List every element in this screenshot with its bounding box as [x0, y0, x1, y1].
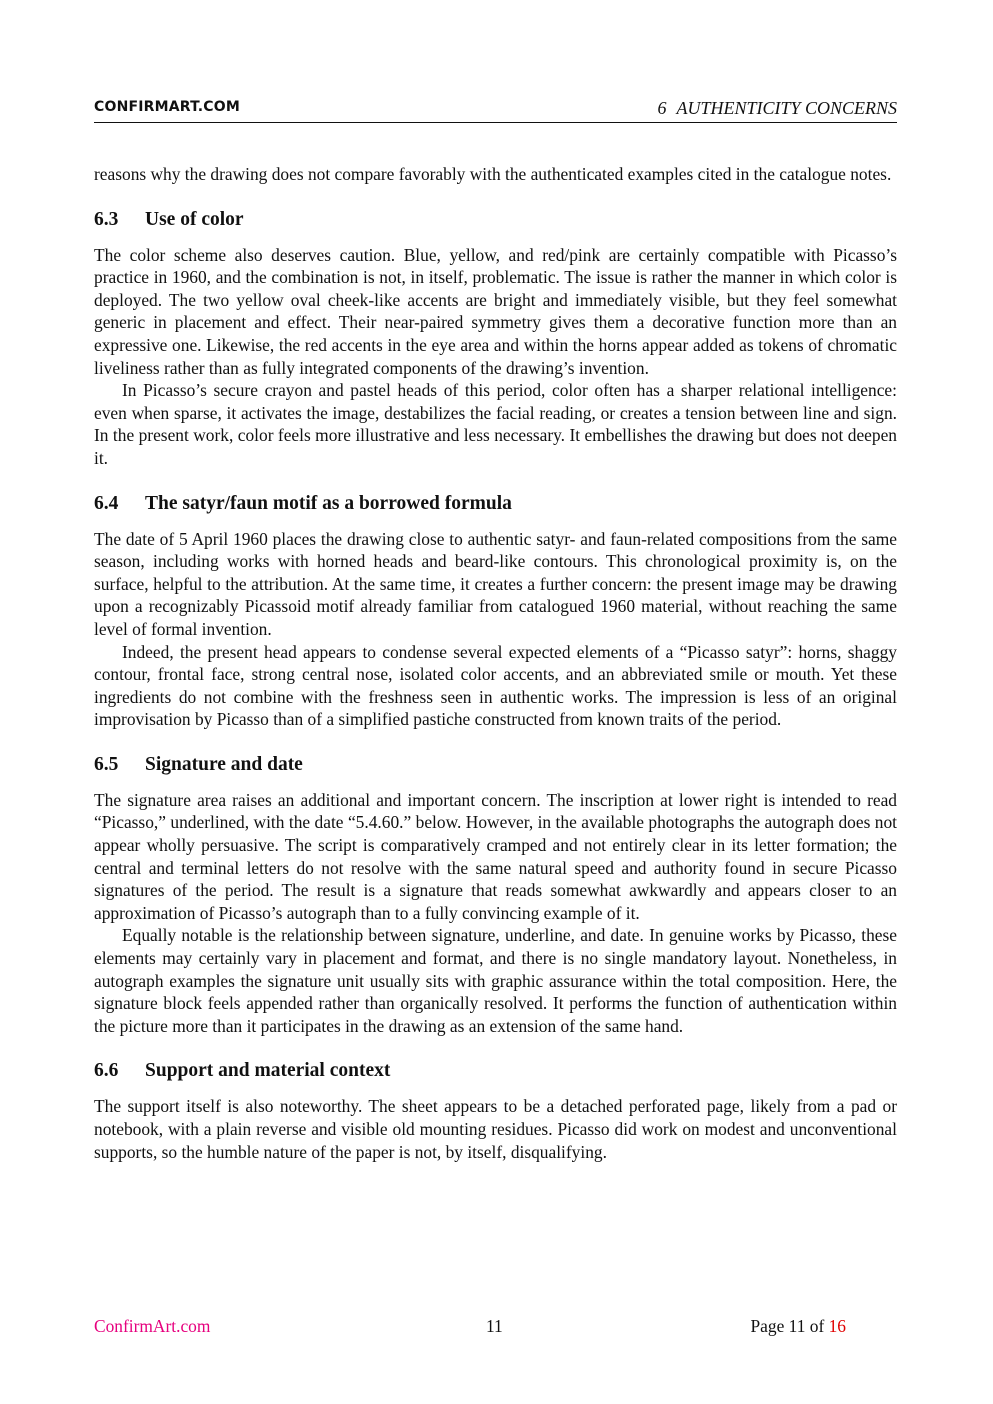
footer-page-count — [751, 1316, 846, 1337]
header-section-number: 6 — [657, 98, 667, 118]
paragraph: Equally notable is the relationship between signature, underline, and date. In genuine works by Picasso, these elements may certainly vary in placement and format, and there is no single mandatory layout. Nonetheless, in autograph examples the signature unit usually sits with graphic assurance within the total composition. Here, the signature block feels appended rather than organically resolved. It performs the function of authentication within the picture more than it participates in the drawing as an extension of the same hand. — [94, 925, 897, 1036]
page-header — [94, 96, 897, 123]
section-number: 6.3 — [94, 208, 119, 230]
section-number: 6.4 — [94, 492, 119, 514]
section-title: The satyr/faun motif as a borrowed formula — [145, 492, 512, 514]
footer-total-pages-link[interactable]: 16 — [828, 1316, 846, 1336]
section-heading-6-5 — [94, 753, 897, 777]
section-number: 6.6 — [94, 1060, 119, 1082]
section-title: Use of color — [145, 208, 244, 230]
section-title: Signature and date — [145, 753, 303, 775]
section-heading-6-3 — [94, 208, 897, 232]
paragraph: Indeed, the present head appears to condense several expected elements of a “Picasso satyr”: horns, shaggy contour, frontal face, strong central nose, isolated color accents, and an abbreviated smile or mouth. Yet these ingredients do not combine with the freshness seen in authentic works. The impression is less of an original improvisation by Picasso than of a simplified pastiche constructed from known traits of the period. — [94, 641, 897, 730]
header-section-label — [657, 98, 897, 119]
section-title: Support and material context — [145, 1060, 391, 1082]
footer-site-link[interactable]: ConfirmArt.com — [94, 1316, 211, 1336]
footer-page-number: 11 — [486, 1316, 503, 1336]
paragraph: The color scheme also deserves caution. Blue, yellow, and red/pink are certainly compatible with Picasso’s practice in 1960, and the combination is not, in itself, problematic. The issue is rather the manner in which color is deployed. The two yellow oval cheek-like accents are bright and immediately visible, but they feel somewhat generic in placement and effect. Their near-paired symmetry gives them a decorative function more than an expressive one. Likewise, the red accents in the eye area and within the horns appear added as tokens of chromatic liveliness rather than as fully integrated components of the drawing’s invention. — [94, 244, 897, 378]
header-section-title: AUTHENTICITY CONCERNS — [676, 98, 897, 118]
paragraph: The signature area raises an additional and important concern. The inscription at lower right is intended to read “Picasso,” underlined, with the date “5.4.60.” below. However, in the available photographs the autograph does not appear wholly persuasive. The script is comparatively cramped and not entirely clear in its letter formation; the central and terminal letters do not resolve with the same natural speed and authority found in secure Picasso signatures of the period. The result is a signature that reads somewhat awkwardly and appears closer to an approximation of Picasso’s autograph than to a fully convincing example of it. — [94, 789, 897, 923]
document-body — [94, 163, 897, 1163]
paragraph: The support itself is also noteworthy. The sheet appears to be a detached perforated page, likely from a pad or notebook, with a plain reverse and visible old mounting residues. Picasso did work on modest and unconventional supports, so the humble nature of the paper is not, by itself, disqualifying. — [94, 1096, 897, 1162]
footer-page-prefix: Page 11 of — [750, 1316, 825, 1336]
header-logo: CONFIRMART.COM — [94, 99, 241, 115]
paragraph: In Picasso’s secure crayon and pastel heads of this period, color often has a sharper relational intelligence: even when sparse, it activates the image, destabilizes the facial reading, or creates a tension between line and sign. In the present work, color feels more illustrative and less necessary. It embellishes the drawing but does not deepen it. — [94, 380, 897, 468]
paragraph: The date of 5 April 1960 places the drawing close to authentic satyr- and faun-related compositions from the same season, including works with horned heads and beard-like contours. This chronological proximity is, on the surface, helpful to the attribution. At the same time, it creates a further concern: the present image may be drawing upon a recognizably Picassoid motif already familiar from catalogued 1960 material, without reaching the same level of formal invention. — [94, 528, 897, 639]
section-heading-6-6 — [94, 1059, 897, 1083]
section-heading-6-4 — [94, 492, 897, 516]
page-footer — [94, 1316, 897, 1338]
section-number: 6.5 — [94, 753, 119, 775]
intro-paragraph: reasons why the drawing does not compare favorably with the authenticated examples cited in the catalogue notes. — [94, 164, 892, 184]
